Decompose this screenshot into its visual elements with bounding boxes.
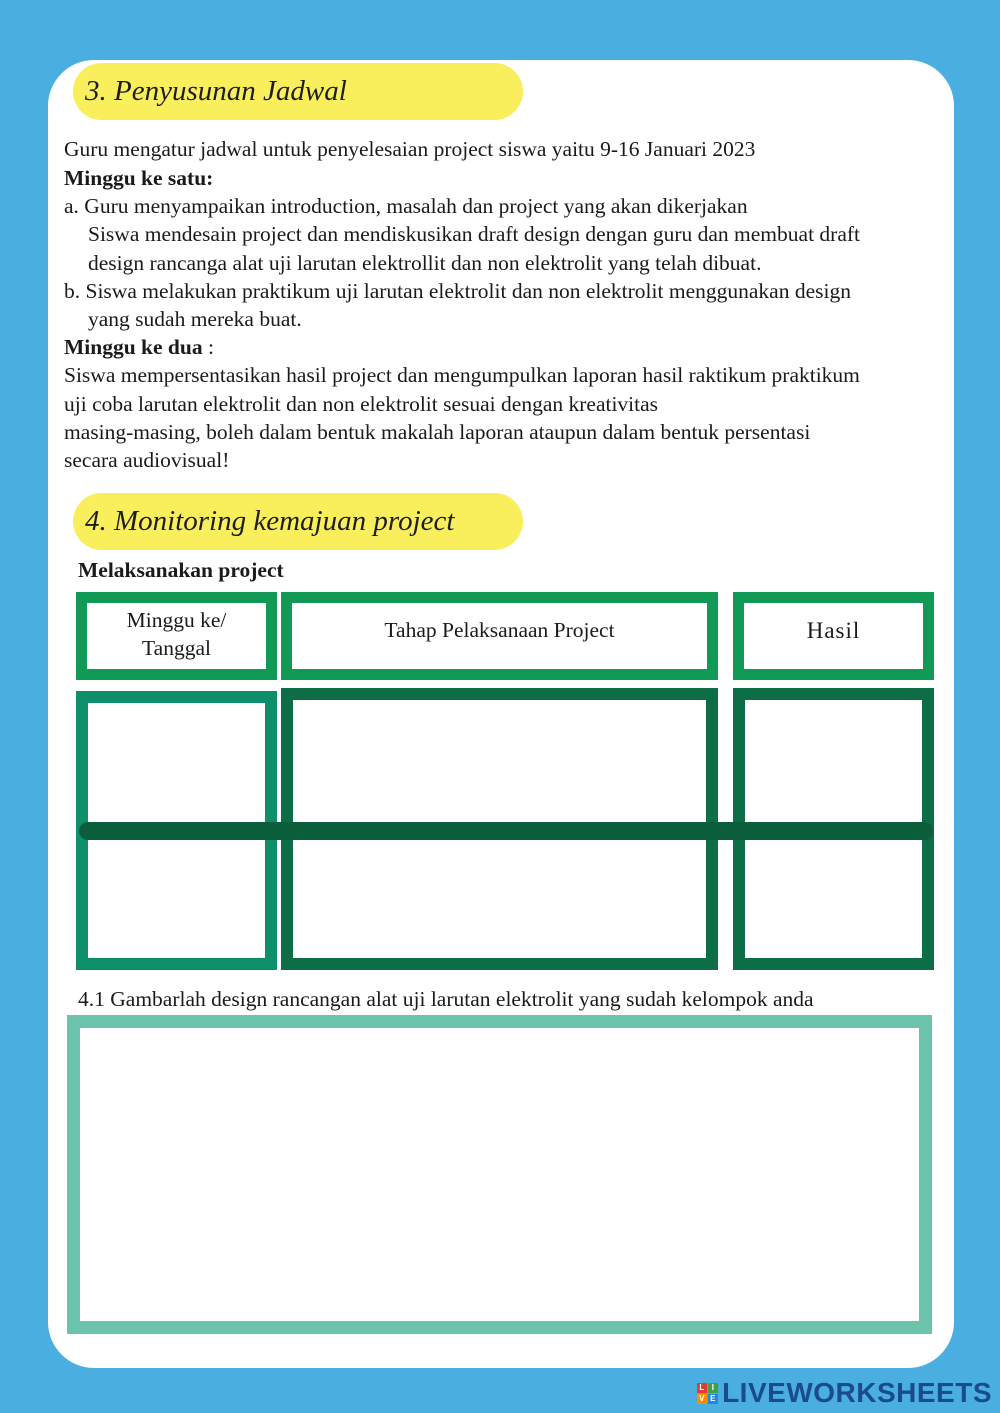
- logo-letter-v: V: [697, 1394, 707, 1404]
- logo-letter-l: L: [697, 1383, 707, 1393]
- item-a-line-2: Siswa mendesain project dan mendiskusikan draft design dengan guru dan membuat draft: [88, 222, 861, 246]
- item-a-line-3: design rancanga alat uji larutan elektrollit dan non elektrolit yang telah dibuat.: [88, 251, 762, 275]
- week-2-line-2: uji coba larutan elektrolit dan non elektrolit sesuai dengan kreativitas: [64, 392, 659, 416]
- logo-letter-e: E: [708, 1394, 718, 1404]
- week-2-colon: :: [202, 335, 214, 359]
- logo-letter-i: I: [708, 1383, 718, 1393]
- execute-project-heading: Melaksanakan project: [78, 558, 284, 582]
- item-a-line-1: a. Guru menyampaikan introduction, masalah dan project yang akan dikerjakan: [64, 194, 748, 218]
- brand-name: LIVEWORKSHEETS: [722, 1377, 992, 1408]
- header-cell-week-date: [76, 592, 277, 680]
- week-2-heading: Minggu ke dua: [64, 335, 203, 359]
- header-result-label: Hasil: [806, 618, 861, 643]
- section-4-title: 4. Monitoring kemajuan project: [73, 493, 523, 550]
- item-b-line-2: yang sudah mereka buat.: [88, 307, 302, 331]
- week-2-heading-line: [64, 333, 944, 362]
- header-cell-stage: [281, 592, 718, 680]
- week-2-line-3: masing-masing, boleh dalam bentuk makalah laporan ataupun dalam bentuk persentasi: [64, 420, 811, 444]
- section-3-title: 3. Penyusunan Jadwal: [73, 63, 523, 120]
- task-4-1-instruction: 4.1 Gambarlah design rancangan alat uji larutan elektrolit yang sudah kelompok anda: [78, 987, 814, 1011]
- week-2-line-4: secara audiovisual!: [64, 448, 230, 472]
- header-stage-label: Tahap Pelaksanaan Project: [384, 618, 615, 642]
- logo-grid-icon: [697, 1383, 718, 1404]
- row-divider: [79, 822, 933, 840]
- schedule-intro: Guru mengatur jadwal untuk penyelesaian project siswa yaitu 9-16 Januari 2023: [64, 137, 756, 161]
- header-date-label: Tanggal: [142, 636, 211, 660]
- item-b-line-1: b. Siswa melakukan praktikum uji larutan elektrolit dan non elektrolit menggunakan design: [64, 279, 851, 303]
- header-week-label: Minggu ke/: [126, 608, 227, 632]
- header-cell-result: [733, 592, 934, 680]
- design-drawing-area[interactable]: [67, 1015, 932, 1334]
- liveworksheets-logo: [697, 1376, 992, 1410]
- week-1-heading: Minggu ke satu:: [64, 166, 214, 190]
- week-2-line-1: Siswa mempersentasikan hasil project dan mengumpulkan laporan hasil raktikum praktikum: [64, 363, 860, 387]
